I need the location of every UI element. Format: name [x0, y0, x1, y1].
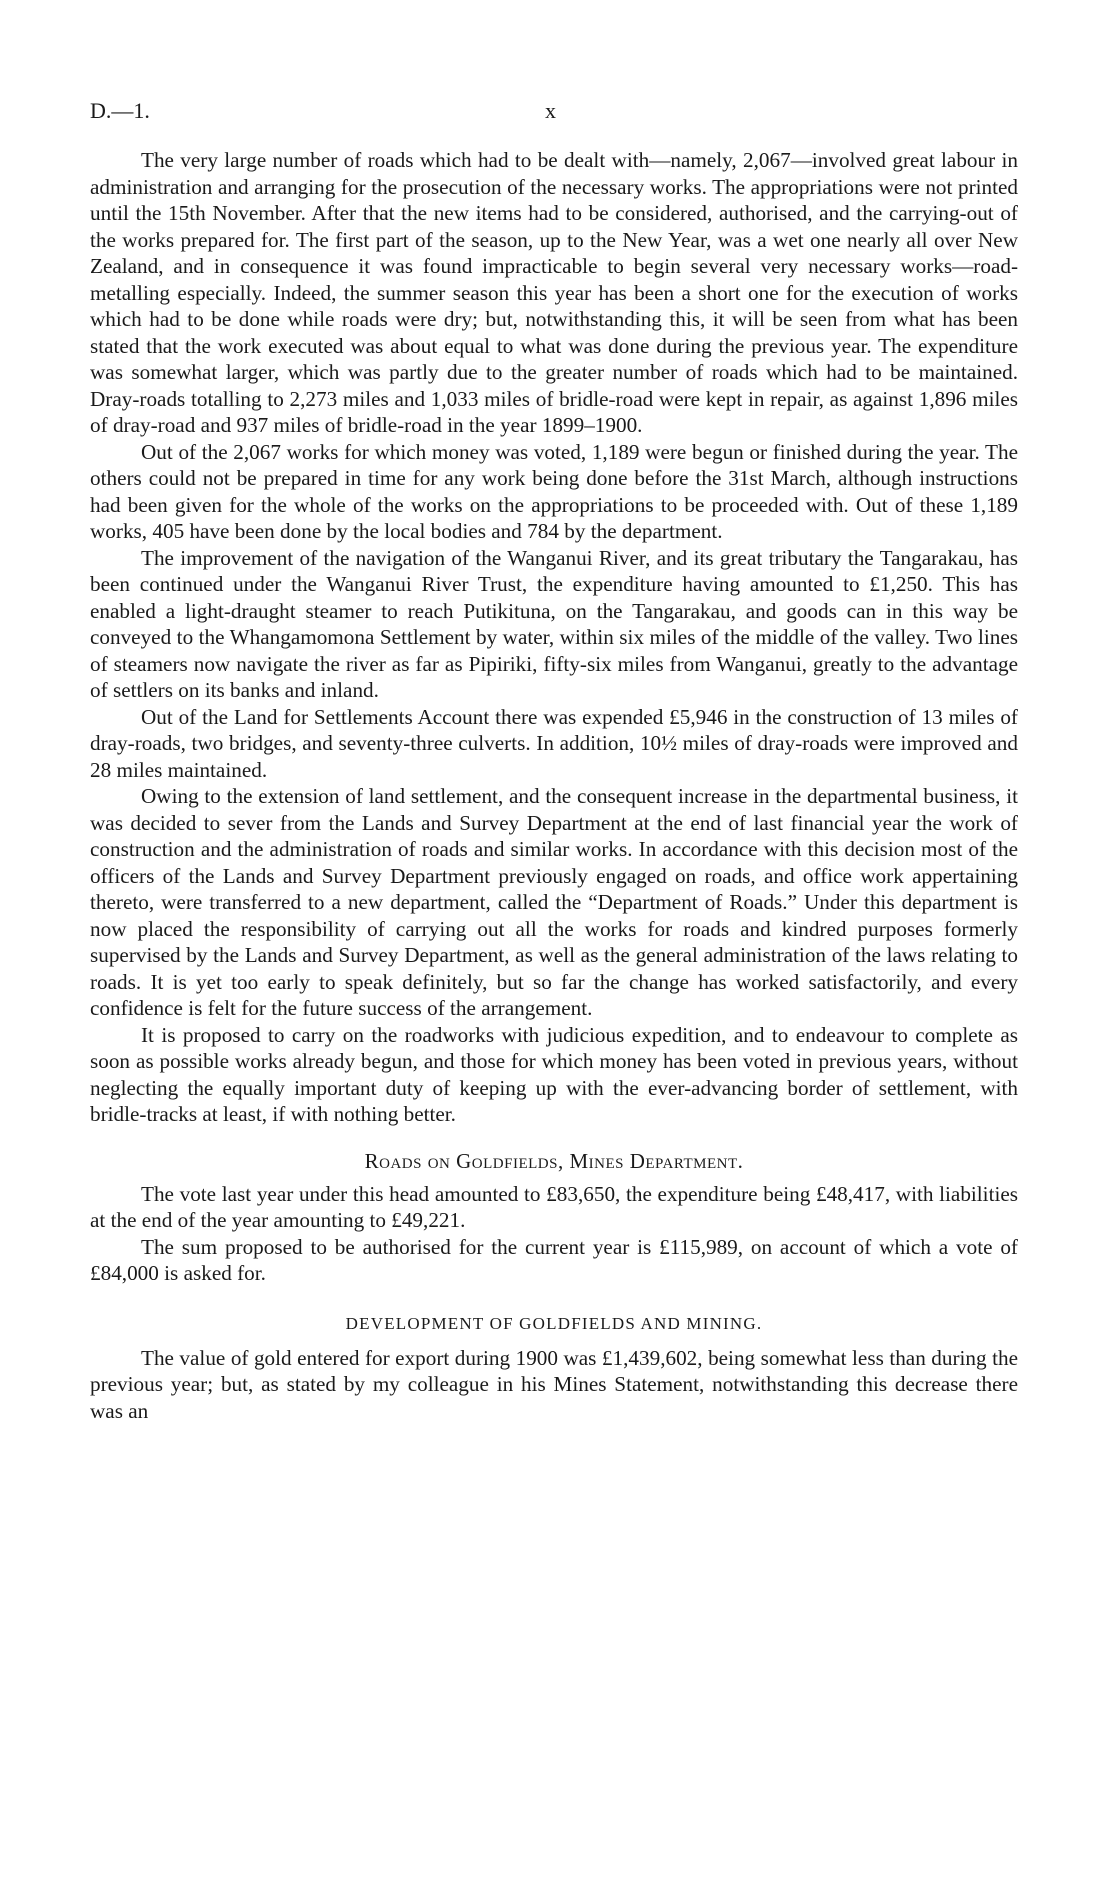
page-number: x	[545, 98, 556, 123]
page-body	[90, 147, 1018, 1424]
paragraph-roads-1: The very large number of roads which had to be dealt with—namely, 2,067—involved great labour in administration and arranging for the prosecution of the necessary works. The appropriations were not printed until the 15th November. After that the new items had to be considered, authorised, and the carrying-out of the works prepared for. The first part of the season, up to the New Year, was a wet one nearly all over New Zealand, and in consequence it was found impracticable to begin several very necessary works—road-metalling especially. Indeed, the summer season this year has been a short one for the execution of works which had to be done while roads were dry; but, notwithstanding this, it will be seen from what has been stated that the work executed was about equal to what was done during the previous year. The expenditure was somewhat larger, which was partly due to the greater number of roads which had to be maintained. Dray-roads totalling to 2,273 miles and 1,033 miles of bridle-road were kept in repair, as against 1,896 miles of dray-road and 937 miles of bridle-road in the year 1899–1900.	[90, 148, 1018, 437]
section-heading-goldfields-roads: Roads on Goldfields, Mines Department.	[364, 1148, 744, 1173]
paragraph-goldfields-2: The sum proposed to be authorised for the current year is £115,989, on account of which a vote of £84,000 is asked for.	[90, 1234, 1018, 1285]
paragraph-roads-2: Out of the 2,067 works for which money was voted, 1,189 were begun or finished during the year. The others could not be prepared in time for any work being done before the 31st March, although instructions had been given for the whole of the works on the appropriations to be proceeded with. Out of these 1,189 works, 405 have been done by the local bodies and 784 by the department.	[90, 439, 1018, 543]
paragraph-roads-6: It is proposed to carry on the roadworks with judicious expedition, and to endeavour to complete as soon as possible works already begun, and those for which money has been voted in previous years, without neglecting the equally important duty of keeping up with the ever-advancing border of settlement, with bridle-tracks at least, if with nothing better.	[90, 1022, 1018, 1126]
paragraph-roads-3: The improvement of the navigation of the Wanganui River, and its great tributary the Tangarakau, has been continued under the Wanganui River Trust, the expenditure having amounted to £1,250. This has enabled a light-draught steamer to reach Putikituna, on the Tangarakau, and goods can in this way be conveyed to the Whangamomona Settlement by water, within six miles of the middle of the valley. Two lines of steamers now navigate the river as far as Pipiriki, fifty-six miles from Wanganui, greatly to the advantage of settlers on its banks and inland.	[90, 545, 1018, 702]
page-header	[90, 98, 1024, 128]
paragraph-development-1: The value of gold entered for export during 1900 was £1,439,602, being somewhat less than during the previous year; but, as stated by my colleague in his Mines Statement, notwithstanding this decrease there was an	[90, 1345, 1018, 1423]
paragraph-goldfields-1: The vote last year under this head amounted to £83,650, the expenditure being £48,417, with liabilities at the end of the year amounting to £49,221.	[90, 1181, 1018, 1232]
paragraph-roads-4: Out of the Land for Settlements Account there was expended £5,946 in the construction of 13 miles of dray-roads, two bridges, and seventy-three culverts. In addition, 10½ miles of dray-roads were improved and 28 miles maintained.	[90, 704, 1018, 782]
section-heading-development: DEVELOPMENT OF GOLDFIELDS AND MINING.	[345, 1313, 763, 1333]
document-id: D.—1.	[90, 98, 150, 123]
paragraph-roads-5: Owing to the extension of land settlement, and the consequent increase in the departmental business, it was decided to sever from the Lands and Survey Department at the end of last financial year the work of construction and the administration of roads and similar works. In accordance with this decision most of the officers of the Lands and Survey Department previously engaged on roads, and office work appertaining thereto, were transferred to a new department, called the “Department of Roads.” Under this department is now placed the responsibility of carrying out all the works for roads and kindred purposes formerly supervised by the Lands and Survey Department, as well as the general administration of the laws relating to roads. It is yet too early to speak definitely, but so far the change has worked satisfactorily, and every confidence is felt for the future success of the arrangement.	[90, 784, 1018, 1020]
